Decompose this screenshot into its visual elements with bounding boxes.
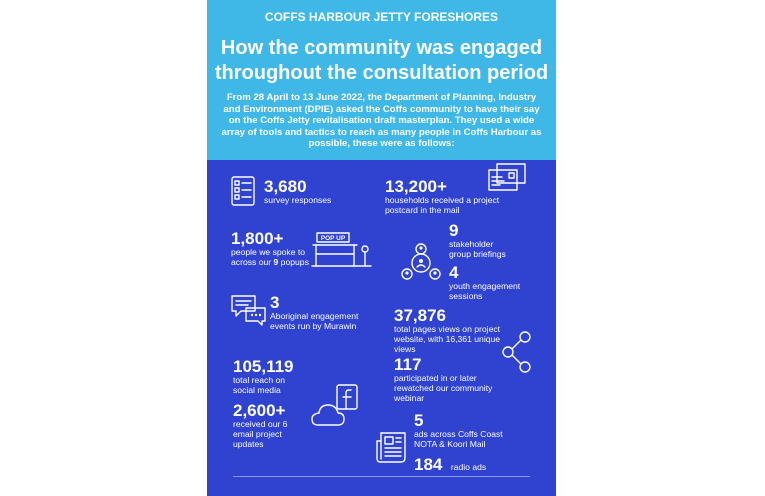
infographic-poster [207, 0, 556, 496]
popup-sign-text: POP UP [320, 235, 346, 242]
stat-value: 3 [270, 293, 280, 312]
stat-social [233, 358, 294, 396]
stat-label: households received a project [385, 195, 500, 205]
stat-label: ads across Coffs Coast [414, 429, 503, 439]
stat-label: views [394, 343, 416, 354]
stat-value: 37,876 [394, 306, 446, 325]
stat-postcards [385, 178, 499, 216]
label-text: across our [231, 256, 274, 267]
stat-label: total reach on [233, 375, 286, 385]
postcards-icon [488, 163, 526, 191]
kicker-title: COFFS HARBOUR JETTY FORESHORES [264, 10, 499, 24]
stat-label: postcard in the mail [385, 204, 460, 215]
stat-label: people we spoke to [231, 247, 306, 257]
stat-webinar [394, 356, 492, 403]
main-title: How the community was engaged throughout the consultation period [214, 37, 549, 84]
share-icon [502, 331, 532, 373]
stat-email [233, 402, 287, 449]
stat-survey [264, 178, 331, 206]
stat-label: social media [233, 384, 281, 395]
stat-label: NOTA & Koori Mail [414, 438, 486, 449]
stat-label: events run by Murawin [270, 320, 357, 331]
network-people-icon [401, 243, 441, 283]
stat-ads [414, 412, 503, 450]
stat-value: 2,600+ [233, 401, 286, 420]
stat-value: 1,800+ [231, 229, 284, 248]
stat-label [231, 258, 309, 268]
stat-label: updates [233, 438, 264, 449]
stat-pageviews [394, 307, 500, 354]
stat-value: 117 [394, 355, 422, 374]
intro-paragraph: From 28 April to 13 June 2022, the Department of Planning, Industry and Environment (DPIE) asked the Coffs community to have their say on the Coffs Jetty revitalisation draft masterplan. They used a wide array of tools and tactics to reach as many people in Coffs Harbour as possible, these were as follows: [221, 92, 542, 150]
stat-label: received our 6 [233, 419, 288, 429]
stat-value: 5 [414, 411, 424, 430]
stat-label: Aboriginal engagement [270, 311, 359, 321]
stat-value: 9 [449, 221, 459, 240]
stat-label: email project [233, 428, 282, 439]
stat-label: webinar [394, 392, 425, 403]
speech-bubbles-icon [231, 294, 267, 326]
stat-label: survey responses [264, 195, 332, 205]
stat-label: sessions [449, 290, 483, 301]
stat-label: radio ads [450, 462, 487, 472]
footer-divider [233, 476, 530, 477]
stat-aboriginal [270, 294, 358, 332]
stat-popups [231, 230, 309, 268]
stat-value: 105,119 [233, 357, 294, 376]
cloud-icon [311, 403, 345, 427]
newspaper-icon [376, 431, 406, 463]
stat-youth [449, 264, 520, 302]
stat-value: 184 [414, 455, 443, 474]
popup-stall-icon [311, 232, 373, 268]
stat-value: 4 [449, 263, 459, 282]
header-banner [207, 0, 556, 160]
stat-value: 13,200+ [385, 177, 447, 196]
stat-stakeholder [449, 222, 506, 260]
stat-radio [414, 455, 486, 475]
label-number: 9 [273, 256, 279, 267]
stat-label: website, with 16,361 unique [394, 333, 501, 344]
stat-label: rewatched our community [394, 382, 493, 393]
stat-label: group briefings [449, 248, 506, 259]
label-text: popups [278, 256, 309, 267]
checklist-icon [231, 176, 255, 206]
stat-value: 3,680 [264, 177, 307, 196]
stat-label: stakeholder [449, 239, 494, 249]
stat-label: youth engagement [449, 281, 521, 291]
stat-label: participated in or later [394, 373, 477, 383]
stat-label: total pages views on project [394, 324, 501, 334]
